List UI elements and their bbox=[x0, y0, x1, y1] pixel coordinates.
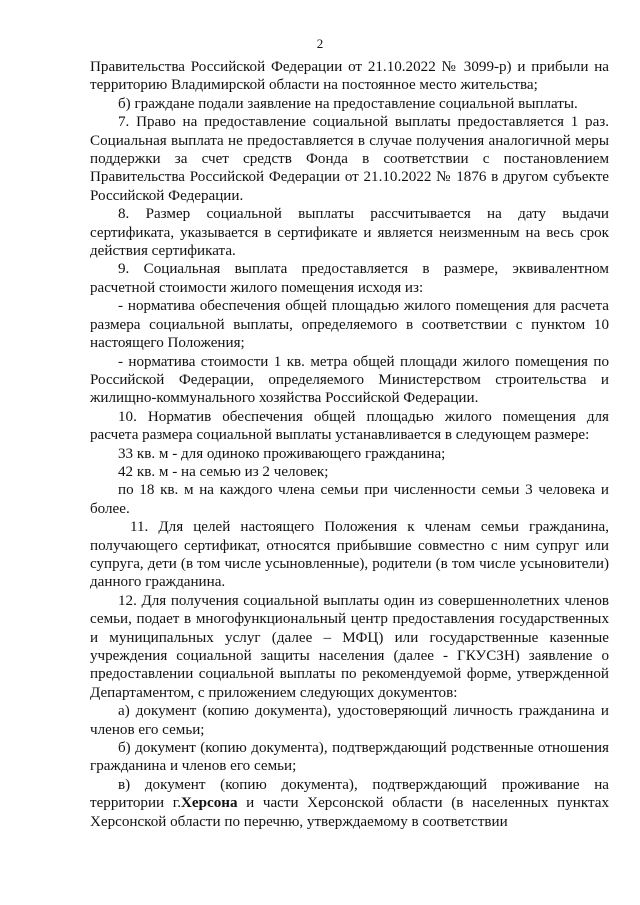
paragraph-10: 10. Норматив обеспечения общей площадью жилого помещения для расчета размера социальной выплаты устанавливается в следующем размере: bbox=[90, 408, 609, 444]
paragraph-10-item-3: по 18 кв. м на каждого члена семьи при численности семьи 3 человека и более. bbox=[90, 482, 609, 517]
city-name-kherson: Херсона bbox=[181, 795, 238, 812]
paragraph-12b: б) документ (копию документа), подтверждающий родственные отношения гражданина и членов его семьи; bbox=[90, 740, 609, 775]
paragraph-8: 8. Размер социальной выплаты рассчитывается на дату выдачи сертификата, указывается в сертификате и является неизменным на весь срок действия сертификата. bbox=[90, 206, 609, 260]
paragraph-continuation: Правительства Российской Федерации от 21.10.2022 № 3099-р) и прибыли на территорию Владимирской области на постоянное место жительства; bbox=[90, 59, 609, 94]
paragraph-12v-end: и части Херсонской области (в населенных пунктах Херсонской области по перечню, утверждаемому в соответствии bbox=[90, 795, 609, 830]
paragraph-9-item-1: - норматива обеспечения общей площадью жилого помещения для расчета размера социальной выплаты, определяемого в соответствии с пунктом 10 настоящего Положения; bbox=[90, 298, 609, 352]
paragraph-12: 12. Для получения социальной выплаты один из совершеннолетних членов семьи, подает в многофункциональный центр предоставления государственных и муниципальных услуг (далее – МФЦ) или государственные казенные учреждения социальной защиты населения (далее - ГКУСЗН) заявление о предоставлении социальной выплаты по рекомендуемой форме, утвержденной Департаментом, с приложением следующих документов: bbox=[90, 592, 609, 701]
paragraph-7: 7. Право на предоставление социальной выплаты предоставляется 1 раз. Социальная выплата не предоставляется в случае получения аналогичной меры поддержки за счет средств Фонда в соответствии с постановлением Правительства Российской Федерации от 21.10.2022 № 1876 в другом субъекте Российской Федерации. bbox=[90, 114, 609, 204]
paragraph-10-item-2: 42 кв. м - на семью из 2 человек; bbox=[118, 463, 329, 480]
paragraph-6b: б) граждане подали заявление на предоставление социальной выплаты. bbox=[118, 95, 578, 112]
paragraph-9-item-2: - норматива стоимости 1 кв. метра общей площади жилого помещения по Российской Федерации, определяемого Министерством строительства и жилищно-коммунального хозяйства Российской Федерации. bbox=[90, 353, 609, 407]
paragraph-12v-start: в) документ (копию документа), подтверждающий проживание на территории г. bbox=[90, 776, 609, 812]
paragraph-10-item-1: 33 кв. м - для одиноко проживающего гражданина; bbox=[118, 445, 446, 462]
document-body bbox=[90, 58, 609, 831]
paragraph-9: 9. Социальная выплата предоставляется в размере, эквивалентном расчетной стоимости жилого помещения исходя из: bbox=[90, 261, 609, 296]
paragraph-12a: а) документ (копию документа), удостоверяющий личность гражданина и членов его семьи; bbox=[90, 703, 609, 738]
paragraph-12v bbox=[90, 776, 609, 831]
page-number: 2 bbox=[316, 36, 324, 51]
paragraph-11: 11. Для целей настоящего Положения к членам семьи гражданина, получающего сертификат, относятся прибывшие совместно с ним супруг или супруга, дети (в том числе усыновленные), родители (в том числе усыновители) данного гражданина. bbox=[90, 519, 609, 591]
